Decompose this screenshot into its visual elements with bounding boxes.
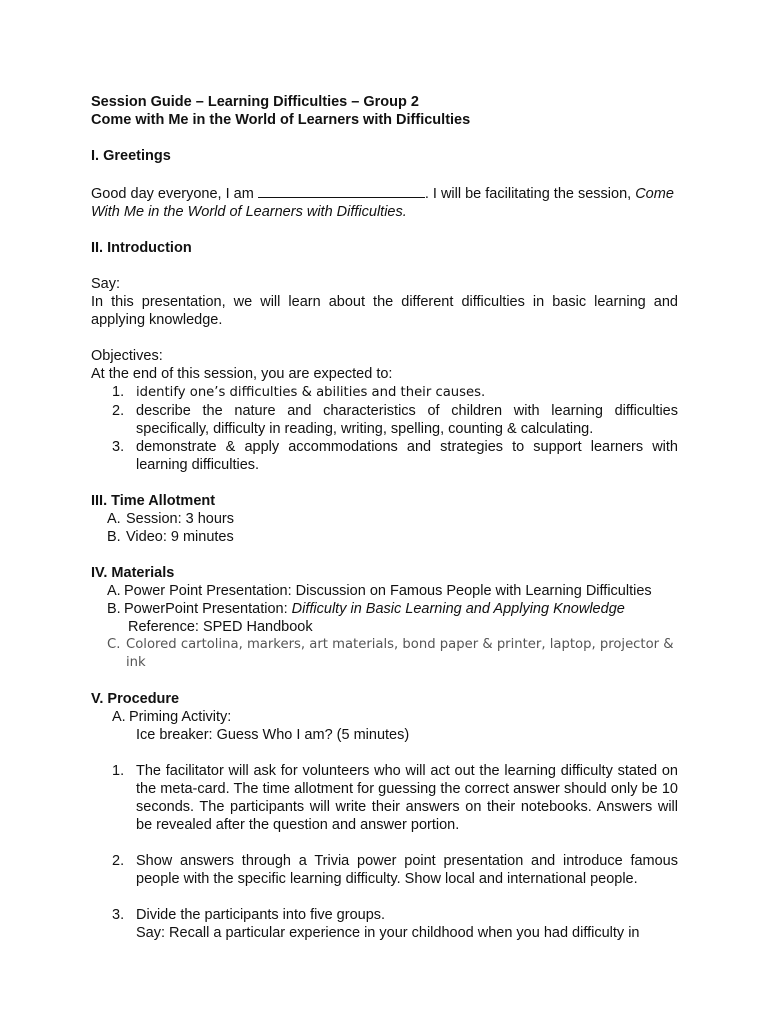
- document-title: Session Guide – Learning Difficulties – Group 2: [91, 94, 419, 110]
- icebreaker-line: Ice breaker: Guess Who I am? (5 minutes): [136, 727, 410, 743]
- objective-item: 3. demonstrate & apply accommodations and strategies to support learners with learning difficulties.: [112, 439, 678, 473]
- greetings-heading: I. Greetings: [91, 148, 171, 164]
- procedure-steps: [91, 762, 678, 942]
- objectives-list: [91, 383, 678, 474]
- greetings-paragraph: Good day everyone, I am . I will be facilitating the session, Come With Me in the World of Learners with Difficulties.: [91, 183, 678, 221]
- objectives-label: Objectives:: [91, 348, 163, 364]
- session-title-italic: Come With Me in the World of Learners with Difficulties.: [91, 186, 674, 220]
- name-blank: [258, 183, 425, 198]
- objective-item: 1. identify one’s difficulties & abilities and their causes.: [112, 384, 486, 400]
- material-item-c: C. Colored cartolina, markers, art materials, bond paper & printer, laptop, projector & ink: [107, 637, 674, 670]
- document-body: [91, 93, 678, 942]
- say-label: Say:: [91, 276, 121, 292]
- procedure-step: 2. Show answers through a Trivia power point presentation and introduce famous people with the specific learning difficulty. Show local and international people.: [112, 853, 678, 887]
- procedure-step: 3. Divide the participants into five groups. Say: Recall a particular experience in your childhood when you had difficulty in: [112, 907, 640, 941]
- objectives-intro: At the end of this session, you are expected to:: [91, 366, 393, 382]
- material-reference: Reference: SPED Handbook: [128, 619, 313, 635]
- time-allotment-heading: III. Time Allotment: [91, 493, 216, 509]
- procedure-item-a: A. Priming Activity:: [112, 709, 232, 725]
- introduction-heading: II. Introduction: [91, 240, 192, 256]
- introduction-paragraph: In this presentation, we will learn about the different difficulties in basic learning and applying knowledge.: [91, 294, 678, 328]
- procedure-step: 1. The facilitator will ask for volunteers who will act out the learning difficulty stated on the meta-card. The time allotment for guessing the correct answer should only be 10 seconds. The participants will write their answers on their notebooks. Answers will be revealed after the question and answer portion.: [112, 763, 678, 833]
- time-item-session: A. Session: 3 hours: [107, 511, 235, 527]
- material-item-a: A. Power Point Presentation: Discussion on Famous People with Learning Difficulties: [107, 583, 652, 599]
- objective-item: 2. describe the nature and characteristics of children with learning difficulties specifically, difficulty in reading, writing, spelling, counting & calculating.: [112, 403, 678, 437]
- time-item-video: B. Video: 9 minutes: [107, 529, 234, 545]
- materials-heading: IV. Materials: [91, 565, 175, 581]
- material-item-b: B. PowerPoint Presentation: Difficulty in Basic Learning and Applying Knowledge: [107, 601, 625, 617]
- document-subtitle: Come with Me in the World of Learners with Difficulties: [91, 112, 471, 128]
- procedure-heading: V. Procedure: [91, 691, 180, 707]
